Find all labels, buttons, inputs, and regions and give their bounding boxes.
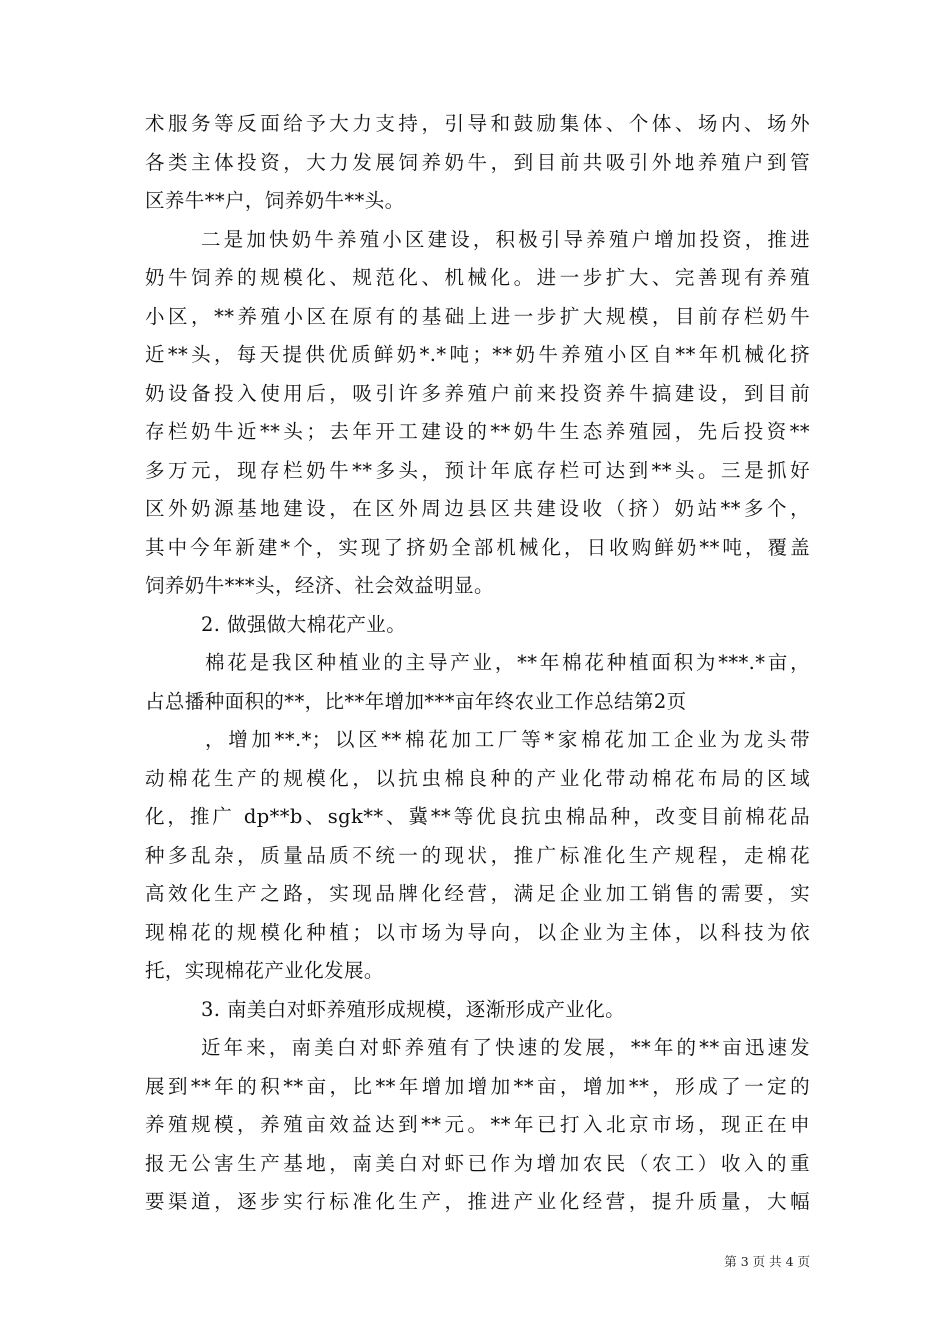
text-line: 近年来，南美白对虾养殖有了快速的发展，**年的**亩迅速发: [201, 1036, 810, 1059]
text-line: 要渠道，逐步实行标准化生产，推进产业化经营，提升质量，大幅: [145, 1190, 810, 1213]
text-line: ，增加**.*；以区**棉花加工厂等*家棉花加工企业为龙头带: [205, 728, 810, 751]
text-line: 其中今年新建*个，实现了挤奶全部机械化，日收购鲜奶**吨，覆盖: [145, 535, 810, 559]
document-body: [145, 105, 810, 1222]
text-line: 现棉花的规模化种植；以市场为导向，以企业为主体，以科技为依: [145, 920, 810, 944]
text-line: 各类主体投资，大力发展饲养奶牛，到目前共吸引外地养殖户到管: [145, 150, 810, 174]
text-line: 二是加快奶牛养殖小区建设，积极引导养殖户增加投资，推进: [201, 227, 810, 251]
text-line: 区养牛**户，饲养奶牛**头。: [145, 189, 405, 212]
text-line: 奶牛饲养的规模化、规范化、机械化。进一步扩大、完善现有养殖: [145, 266, 810, 289]
text-line: 饲养奶牛***头，经济、社会效益明显。: [145, 574, 494, 597]
text-line: 托，实现棉花产业化发展。: [145, 959, 384, 982]
text-line: 小区，**养殖小区在原有的基础上进一步扩大规模，目前存栏奶牛: [145, 304, 810, 328]
text-line: 占总播种面积的**，比**年增加***亩年终农业工作总结第2页: [145, 689, 687, 713]
text-line: 存栏奶牛近**头；去年开工建设的**奶牛生态养殖园，先后投资**: [145, 420, 810, 443]
text-line: 种多乱杂，质量品质不统一的现状，推广标准化生产规程，走棉花: [145, 843, 810, 867]
text-line: 术服务等反面给予大力支持，引导和鼓励集体、个体、场内、场外: [145, 112, 810, 135]
text-line: 动棉花生产的规模化，以抗虫棉良种的产业化带动棉花布局的区域: [145, 766, 810, 790]
text-line: 报无公害生产基地，南美白对虾已作为增加农民（农工）收入的重: [145, 1151, 810, 1175]
page-number-footer: 第 3 页 共 4 页: [724, 1254, 810, 1269]
section-heading: 2. 做强做大棉花产业。: [201, 612, 407, 636]
text-line: 奶设备投入使用后，吸引许多养殖户前来投资养牛搞建设，到目前: [145, 381, 810, 405]
text-line: 区外奶源基地建设，在区外周边县区共建设收（挤）奶站**多个，: [145, 497, 810, 520]
text-line: 高效化生产之路，实现品牌化经营，满足企业加工销售的需要，实: [145, 882, 810, 905]
text-line: 化，推广 dp**b、sgk**、冀**等优良抗虫棉品种，改变目前棉花品: [145, 805, 810, 828]
text-line: 展到**年的积**亩，比**年增加增加**亩，增加**，形成了一定的: [145, 1074, 810, 1098]
text-line: 棉花是我区种植业的主导产业，**年棉花种植面积为***.*亩，: [205, 651, 810, 674]
text-line: 多万元，现存栏奶牛**多头，预计年底存栏可达到**头。三是抓好: [145, 458, 810, 482]
text-line: 养殖规模，养殖亩效益达到**元。**年已打入北京市场，现正在申: [145, 1113, 810, 1136]
section-heading: 3. 南美白对虾养殖形成规模，逐渐形成产业化。: [201, 997, 626, 1021]
text-line: 近**头，每天提供优质鲜奶*.*吨；**奶牛养殖小区自**年机械化挤: [145, 343, 810, 366]
